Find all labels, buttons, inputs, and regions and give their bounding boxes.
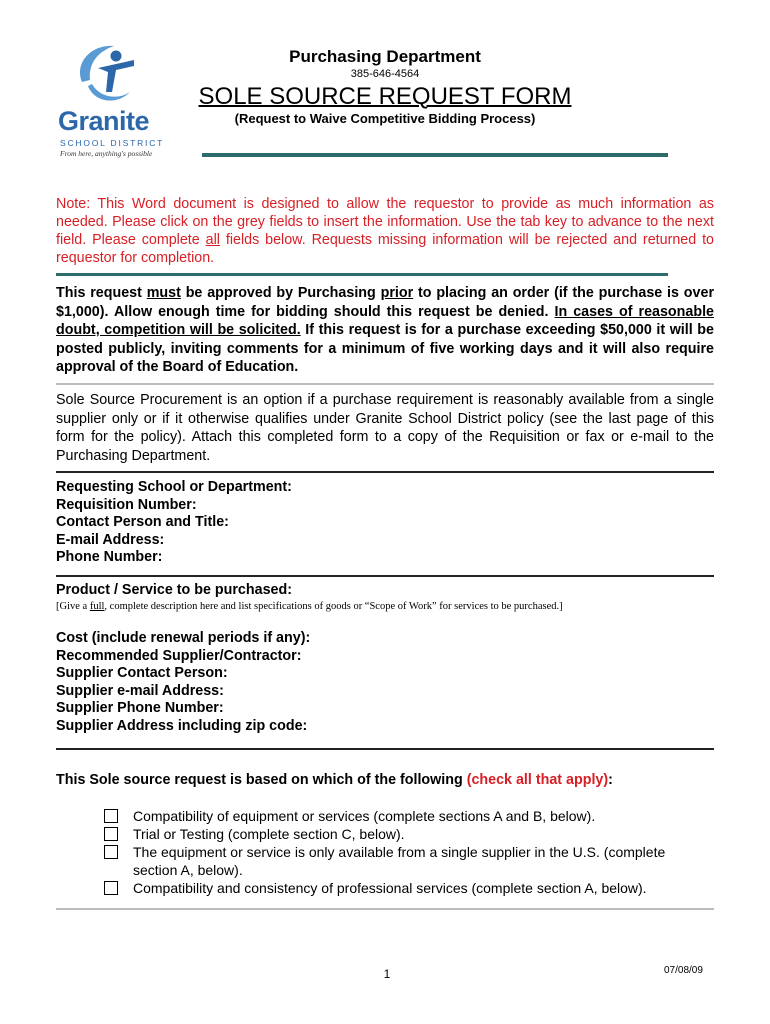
approval-must: must <box>146 285 181 301</box>
note-text-2: fields below. Requests missing information will be rejected and returned to requestor for completion. <box>56 232 715 266</box>
page-number: 1 <box>383 967 391 981</box>
basis-instruction: (check all that apply) <box>466 772 609 788</box>
logo-brand: Granite <box>58 106 150 136</box>
department-phone: 385-646-4564 <box>350 68 420 80</box>
granite-figure-icon <box>72 42 142 108</box>
field-contact-person[interactable]: Contact Person and Title: <box>56 514 229 530</box>
option-label: The equipment or service is only available from a single supplier in the U.S. (complete section A, below). <box>133 844 666 878</box>
basis-text: This Sole source request is based on which of the following <box>56 772 467 788</box>
field-supplier-contact[interactable]: Supplier Contact Person: <box>56 665 228 681</box>
requester-divider <box>56 575 714 577</box>
logo-tagline: From here, anything's possible <box>60 149 153 158</box>
logo-subtitle: SCHOOL DISTRICT <box>60 138 165 148</box>
approval-doubt: In cases of reasonable doubt, competition will be solicited. <box>56 303 714 338</box>
department-name: Purchasing Department <box>289 47 481 66</box>
field-supplier-address[interactable]: Supplier Address including zip code: <box>56 717 308 734</box>
field-recommended-supplier[interactable]: Recommended Supplier/Contractor: <box>56 647 302 664</box>
hint-emphasis: full <box>89 601 105 612</box>
approval-text-4: If this request is for a purchase exceeding $50,000 it will be posted publicly, inviting comments for a minimum of five working days and it will also require approval of the Board of Education. <box>56 322 714 375</box>
field-supplier-phone[interactable]: Supplier Phone Number: <box>56 700 224 716</box>
basis-colon: : <box>608 772 613 788</box>
field-cost[interactable]: Cost (include renewal periods if any): <box>56 630 311 646</box>
form-subtitle: (Request to Waive Competitive Bidding Process) <box>234 111 536 126</box>
product-field-label: Product / Service to be purchased: <box>56 582 292 598</box>
field-requisition-number[interactable]: Requisition Number: <box>56 496 197 513</box>
checkbox[interactable] <box>104 809 118 823</box>
supplier-fields <box>56 630 714 735</box>
note-divider <box>56 273 668 276</box>
note-emphasis: all <box>205 232 220 248</box>
basis-question <box>56 772 613 788</box>
form-title: SOLE SOURCE REQUEST FORM <box>198 83 572 110</box>
supplier-divider <box>56 748 714 750</box>
field-requesting-department[interactable]: Requesting School or Department: <box>56 479 292 495</box>
approval-divider <box>56 383 714 385</box>
checkbox[interactable] <box>104 845 118 859</box>
approval-text-3: to placing an order (if the purchase is over $1,000). Allow enough time for bidding should this request be denied. <box>56 285 715 320</box>
sole-source-description: Sole Source Procurement is an option if a purchase requirement is reasonably available from a single supplier only or if it otherwise qualifies under Granite School District policy (see the last page of this form for the policy). Attach this completed form to a copy of the Requisition or fax or e-mail to the Purchasing Department. <box>56 392 714 464</box>
option-label: Trial or Testing (complete section C, below). <box>133 826 405 842</box>
options-divider <box>56 908 714 910</box>
instructions-note <box>56 195 714 267</box>
approval-prior: prior <box>380 285 414 301</box>
field-email[interactable]: E-mail Address: <box>56 531 165 548</box>
hint-text-1: [Give a <box>56 601 90 612</box>
approval-text-1: This request <box>56 285 147 301</box>
header-divider <box>202 153 668 157</box>
product-hint[interactable] <box>56 601 563 612</box>
revision-date: 07/08/09 <box>664 965 703 976</box>
requester-fields <box>56 479 714 567</box>
hint-text-2: , complete description here and list specifications of goods or “Scope of Work” for services to be purchased.] <box>104 601 563 612</box>
field-supplier-email[interactable]: Supplier e-mail Address: <box>56 682 224 699</box>
checkbox[interactable] <box>104 881 118 895</box>
field-phone[interactable]: Phone Number: <box>56 549 163 565</box>
approval-requirements <box>56 284 714 377</box>
granite-logo <box>58 42 168 162</box>
description-divider <box>56 471 714 473</box>
checkbox[interactable] <box>104 827 118 841</box>
option-label: Compatibility and consistency of professional services (complete section A, below). <box>133 880 647 896</box>
option-label: Compatibility of equipment or services (complete sections A and B, below). <box>133 808 596 824</box>
note-text-1: Note: This Word document is designed to allow the requestor to provide as much information as needed. Please click on the grey fields to insert the information. Use the tab key to advance to the next field. Please complete <box>56 196 714 248</box>
approval-text-2: be approved by Purchasing <box>180 285 381 301</box>
